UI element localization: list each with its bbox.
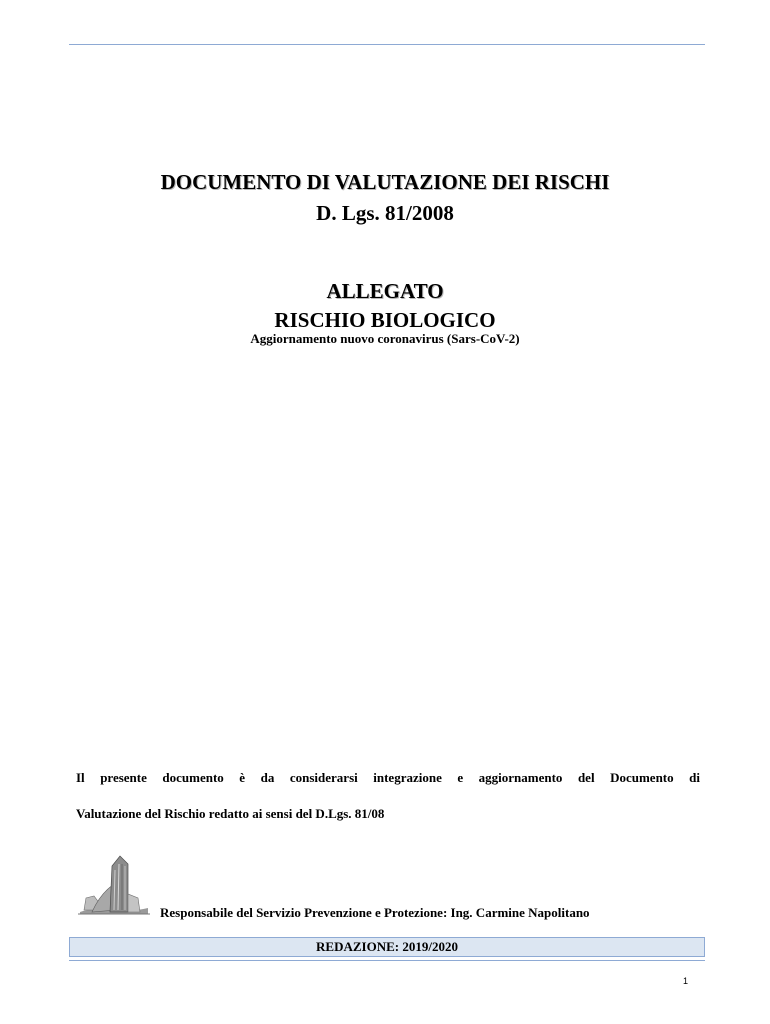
building-logo-icon bbox=[78, 852, 150, 918]
body-paragraph-line-2: Valutazione del Rischio redatto ai sensi del D.Lgs. 81/08 bbox=[76, 806, 385, 821]
document-title: DOCUMENTO DI VALUTAZIONE DEI RISCHI bbox=[160, 170, 610, 194]
law-reference: D. Lgs. 81/2008 bbox=[316, 201, 454, 225]
safety-officer-line: Responsabile del Servizio Prevenzione e Protezione: Ing. Carmine Napolitano bbox=[160, 905, 590, 920]
body-paragraph-line-1: Il presente documento è da considerarsi integrazione e aggiornamento del Documento di bbox=[76, 770, 700, 785]
update-note: Aggiornamento nuovo coronavirus (Sars-CoV-2) bbox=[250, 331, 520, 346]
annex-label: ALLEGATO bbox=[326, 279, 444, 303]
header-rule bbox=[69, 44, 705, 45]
annex-subject: RISCHIO BIOLOGICO bbox=[274, 308, 496, 332]
page-number: 1 bbox=[683, 976, 689, 986]
redazione-band: REDAZIONE: 2019/2020 bbox=[69, 937, 705, 957]
footer-rule bbox=[69, 960, 705, 961]
